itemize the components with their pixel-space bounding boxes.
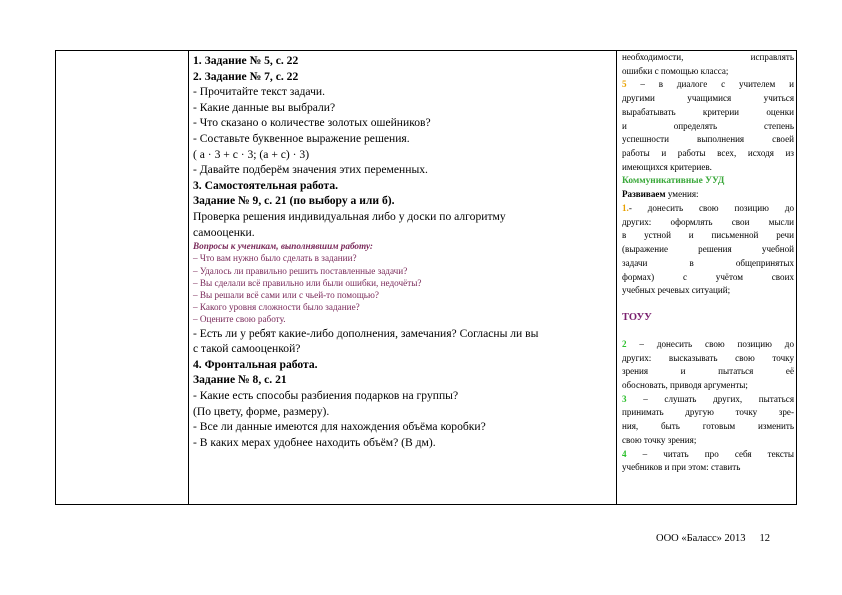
text-line: учебных речевых ситуаций; [622,285,731,296]
lesson-table [55,50,797,505]
item-1-number: 1. [622,203,629,214]
text-line: других: оформлять свои мысли [622,216,794,227]
questions-list [193,252,612,325]
item-2-number: 2 [622,338,627,349]
text-line: – Оцените свою работу. [193,314,286,325]
text-line: 3. Самостоятельная работа. [193,178,339,192]
regulative-text [622,51,794,78]
item-1-text [622,216,794,298]
content-lines-2 [193,326,612,451]
text-line: формах) с учётом своих [622,271,794,282]
text-line: – Вы сделали всё правильно или были ошибки, недочёты? [193,277,422,288]
text-line: 2. Задание № 7, с. 22 [193,69,299,83]
text-line: - Что сказано о количестве золотых ошейников? [193,116,431,130]
text-line: - Какие данные вы выбрали? [193,100,336,114]
item-4-number: 4 [622,448,627,459]
text-line: - Какие есть способы разбиения подарков на группы? [193,388,459,402]
uud-column [617,51,798,504]
text-line: – Вы решали всё сами или с чьей-то помощью? [193,289,379,300]
text-line: обосновать, приводя аргументы; [622,380,748,391]
text-line: работы и работы всех, исходя из [622,147,794,158]
item-1: 1.- донесить свою позицию до [622,203,794,214]
item-5-number: 5 [622,79,627,90]
text-line: - В каких мерах удобнее находить объём? (В дм). [193,435,436,449]
toyu-title: ТОУУ [622,311,652,323]
text-line: успешности выполнения своей [622,134,794,145]
text-line: 1. Задание № 5, с. 22 [193,54,299,67]
develop-skills: Развиваем умения: [622,189,699,200]
text-line: принимать другую точку зре- [622,407,794,418]
text-line: 4. Фронтальная работа. [193,357,318,371]
page-footer [656,533,770,544]
text-line: – Удалось ли правильно решить поставленные задачи? [193,265,408,276]
text-line: (По цвету, форме, размеру). [193,404,330,418]
item-4: 4 – читать про себя тексты [622,448,794,459]
text-line: Задание № 8, с. 21 [193,373,287,387]
text-line: ошибки с помощью класса; [622,65,729,76]
text-line: самооценки. [193,225,255,239]
item-2-text [622,352,794,393]
text-line: с такой самооценкой? [193,342,301,356]
text-line: (выражение решения учебной [622,244,794,255]
text-line: зрения и пытаться её [622,366,794,377]
text-line: - Есть ли у ребят какие-либо дополнения, замечания? Согласны ли вы [193,326,539,340]
text-line: и определять степень [622,120,794,131]
text-line: других: высказывать свою точку [622,352,794,363]
text-line: - Давайте подберём значения этих переменных. [193,163,428,177]
text-line: вырабатывать критерии оценки [622,106,794,117]
text-line: - Все ли данные имеются для нахождения объёма коробки? [193,420,486,434]
content-column [189,51,617,504]
text-line: другими учащимися учиться [622,93,794,104]
item-3: 3 – слушать других, пытаться [622,393,794,404]
text-line: – Какого уровня сложности было задание? [193,302,360,313]
questions-title: Вопросы к ученикам, выполнявшим работу: [193,241,373,252]
item-5: 5 – в диалоге с учителем и [622,79,794,90]
footer-company: ООО «Баласс» 2013 [656,533,746,544]
text-line: ( а · 3 + с · 3; (а + с) · 3) [193,147,310,161]
text-line: в устной и письменной речи [622,230,794,241]
content-lines [193,53,612,240]
text-line: учебников и при этом: ставить [622,462,741,473]
text-line: - Прочитайте текст задачи. [193,85,326,99]
text-line: Проверка решения индивидуальная либо у доски по алгоритму [193,209,506,223]
text-line: ния, быть готовым изменить [622,421,794,432]
item-3-number: 3 [622,393,627,404]
text-line: имеющихся критериев. [622,161,712,172]
text-line: Задание № 9, с. 21 (по выбору а или б). [193,194,395,208]
text-line: - Составьте буквенное выражение решения. [193,131,410,145]
communicative-title: Коммуникативные УУД [622,176,725,187]
page-number: 12 [759,533,771,544]
item-2: 2 – донесить свою позицию до [622,338,794,349]
stage-column [56,51,189,504]
item-4-text [622,461,794,475]
text-line: свою точку зрения; [622,434,697,445]
text-line: необходимости, исправлять [622,52,794,62]
text-line: – Что вам нужно было сделать в задании? [193,253,357,264]
item-5-text [622,92,794,174]
text-line: задачи в общепринятых [622,257,794,268]
item-3-text [622,406,794,447]
